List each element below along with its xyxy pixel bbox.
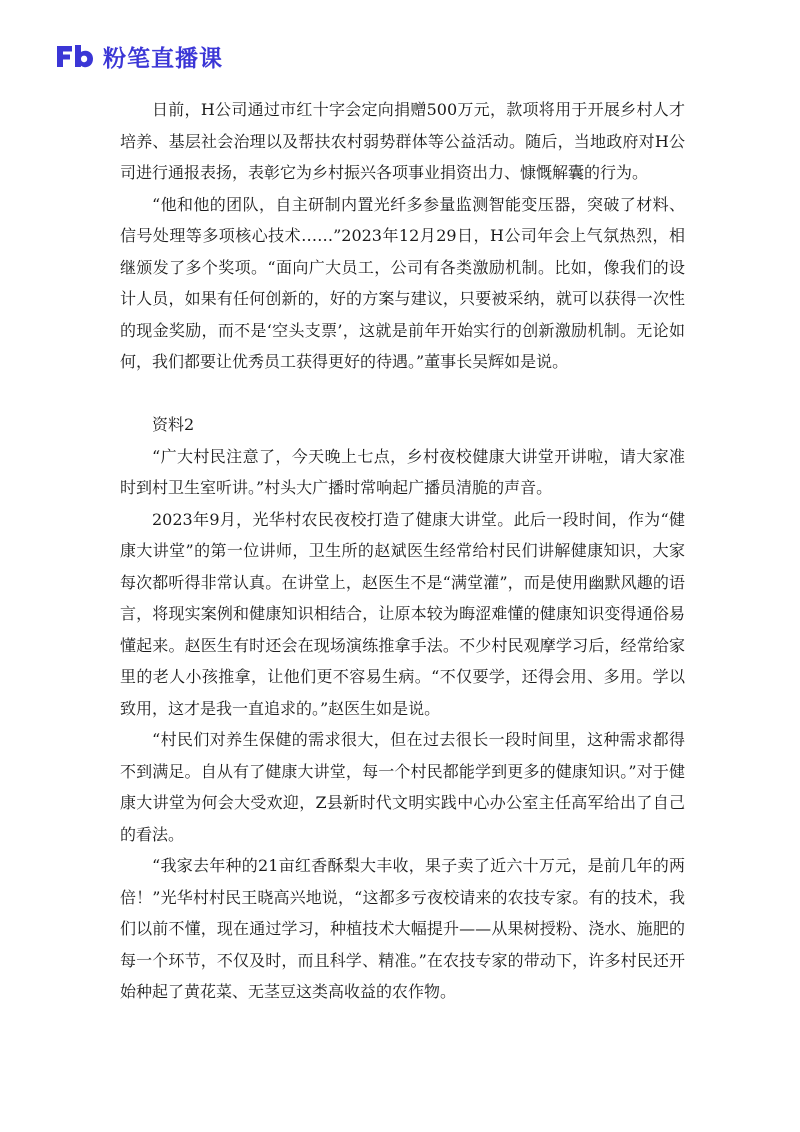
paragraph: “我家去年种的21亩红香酥梨大丰收，果子卖了近六十万元，是前几年的两倍！”光华村村民王晓高兴地说，“这都多亏夜校请来的农技专家。有的技术，我们以前不懂，现在通过学习，种植技术大幅提升——从果树授粉、浇水、施肥的每一个环节，不仅及时，而且科学、精准。”在农技专家的带动下，许多村民还开始种起了黄花菜、无茎豆这类高收益的农作物。 — [120, 856, 685, 1001]
paragraph: “村民们对养生保健的需求很大，但在过去很长一段时间里，这种需求都得不到满足。自从有了健康大讲堂，每一个村民都能学到更多的健康知识。”对于健康大讲堂为何会大受欢迎，Z县新时代文明实践中心办公室主任高军给出了自己的看法。 — [120, 730, 685, 844]
paragraph: “他和他的团队，自主研制内置光纤多参量监测智能变压器，突破了材料、信号处理等多项核心技术……”2023年12月29日，H公司年会上气氛热烈，相继颁发了多个奖项。“面向广大员工，公司有各类激励机制。比如，像我们的设计人员，如果有任何创新的，好的方案与建议，只要被采纳，就可以获得一次性的现金奖励，而不是‘空头支票’，这就是前年开始实行的创新激励机制。无论如何，我们都要让优秀员工获得更好的待遇。”董事长吴辉如是说。 — [120, 194, 685, 371]
paragraph: 2023年9月，光华村农民夜校打造了健康大讲堂。此后一段时间，作为“健康大讲堂”的第一位讲师，卫生所的赵斌医生经常给村民们讲解健康知识，大家每次都听得非常认真。在讲堂上，赵医生不是“满堂灌”，而是使用幽默风趣的语言，将现实案例和健康知识相结合，让原本较为晦涩难懂的健康知识变得通俗易懂起来。赵医生有时还会在现场演练推拿手法。不少村民观摩学习后，经常给家里的老人小孩推拿，让他们更不容易生病。“不仅要学，还得会用、多用。学以致用，这才是我一直追求的。”赵医生如是说。 — [120, 509, 685, 718]
brand-header — [55, 40, 223, 72]
fenbi-logo-icon — [55, 42, 95, 70]
brand-name: 粉笔直播课 — [103, 45, 223, 72]
document-body — [120, 94, 685, 1008]
paragraph: 日前，H公司通过市红十字会定向捐赠500万元，款项将用于开展乡村人才培养、基层社会治理以及帮扶农村弱势群体等公益活动。随后，当地政府对H公司进行通报表扬，表彰它为乡村振兴各项事业捐资出力、慷慨解囊的行为。 — [120, 100, 685, 182]
paragraph: “广大村民注意了，今天晚上七点，乡村夜校健康大讲堂开讲啦，请大家准时到村卫生室听讲。”村头大广播时常响起广播员清脆的声音。 — [120, 446, 685, 497]
section-label: 资料2 — [152, 415, 195, 434]
